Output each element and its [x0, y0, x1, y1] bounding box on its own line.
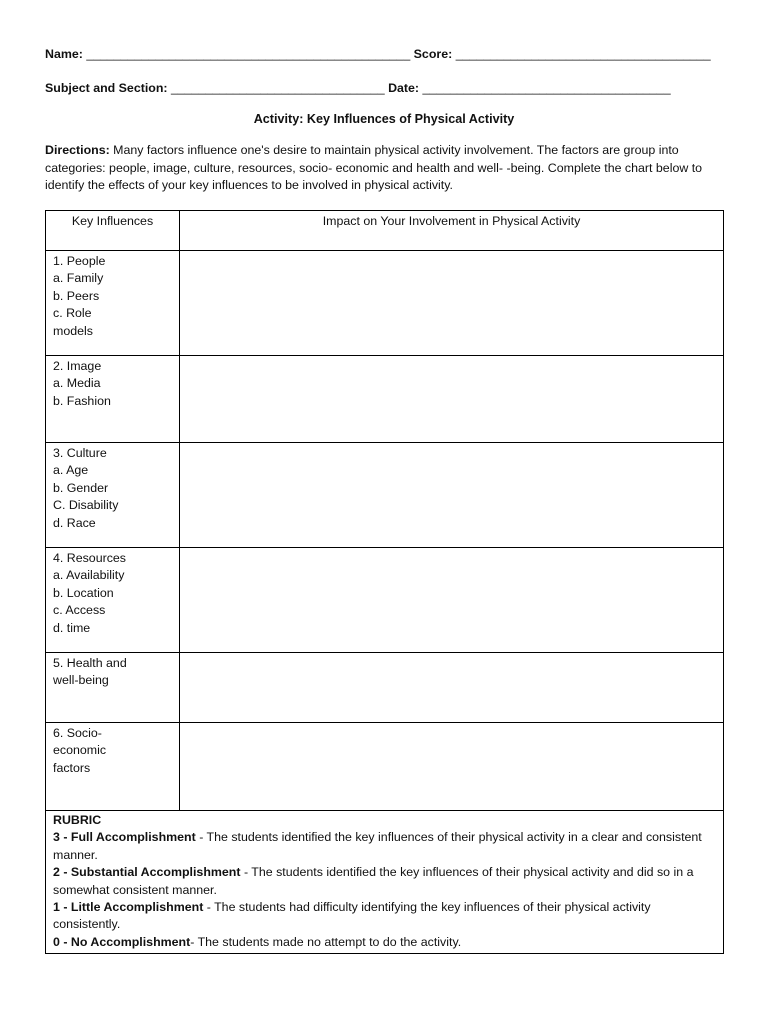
- subject-blank[interactable]: _______________________________: [171, 81, 385, 95]
- table-row: [46, 723, 724, 811]
- score-blank[interactable]: _____________________________________: [455, 47, 711, 61]
- rubric-item: [53, 934, 716, 951]
- impact-cell[interactable]: [180, 548, 724, 653]
- influence-line: b. Fashion: [53, 393, 111, 408]
- rubric-item: [53, 864, 716, 899]
- influence-cell: [46, 723, 180, 811]
- rubric-item: [53, 829, 716, 864]
- table-header-row: [46, 211, 724, 251]
- rubric-level-label: 0 - No Accomplishment: [53, 934, 191, 949]
- header-key-influences: Key Influences: [46, 211, 180, 251]
- rubric-level-label: 3 - Full Accomplishment: [53, 830, 196, 845]
- rubric-level-label: 2 - Substantial Accomplishment: [53, 865, 241, 880]
- influence-line: c. Access: [53, 603, 106, 618]
- score-label: Score:: [413, 47, 453, 61]
- table-row: [46, 251, 724, 356]
- directions-paragraph: [45, 142, 725, 195]
- influence-line: a. Family: [53, 271, 104, 286]
- rubric-level-text: - The students identified the key influences of their physical activity in a clear and consistent manner.: [53, 830, 702, 862]
- rubric-item: [53, 899, 716, 934]
- rubric-row: [46, 811, 724, 954]
- impact-cell[interactable]: [180, 653, 724, 723]
- influence-line: b. Location: [53, 585, 114, 600]
- rubric-cell: [46, 811, 724, 954]
- influence-line: 1. People: [53, 254, 106, 268]
- influence-line: 5. Health and: [53, 656, 127, 670]
- name-blank[interactable]: _______________________________________________: [86, 47, 411, 61]
- impact-cell[interactable]: [180, 251, 724, 356]
- date-label: Date:: [388, 81, 420, 95]
- influence-cell: [46, 443, 180, 548]
- rubric-level-label: 1 - Little Accomplishment: [53, 900, 204, 915]
- influence-line: c. Role: [53, 306, 92, 321]
- influence-line: b. Peers: [53, 288, 100, 303]
- influence-line: 4. Resources: [53, 551, 127, 565]
- name-line: [45, 47, 711, 61]
- table-row: [46, 443, 724, 548]
- impact-cell[interactable]: [180, 723, 724, 811]
- influence-line: C. Disability: [53, 498, 119, 513]
- subject-label: Subject and Section:: [45, 81, 168, 95]
- rubric-level-text: - The students made no attempt to do the activity.: [190, 934, 462, 949]
- directions-label: Directions:: [45, 143, 110, 157]
- name-label: Name:: [45, 47, 83, 61]
- influence-line: a. Age: [53, 463, 89, 478]
- rubric-title: RUBRIC: [53, 813, 102, 827]
- influence-cell: [46, 356, 180, 443]
- header-impact: Impact on Your Involvement in Physical Activity: [180, 211, 724, 251]
- influence-line: well-being: [53, 673, 109, 688]
- directions-text: Many factors influence one's desire to maintain physical activity involvement. The factors are group into categories: people, image, culture, resources, socio- economic and health and well- -being. Complete the chart below to identify the effects of your key influences to be involved in physical activity.: [45, 143, 703, 192]
- influence-line: d. Race: [53, 515, 96, 530]
- influence-line: a. Availability: [53, 568, 125, 583]
- rubric-level-text: - The students identified the key influences of their physical activity and did so in a somewhat consistent manner.: [53, 865, 694, 897]
- influence-cell: [46, 251, 180, 356]
- impact-cell[interactable]: [180, 356, 724, 443]
- influence-line: d. time: [53, 620, 91, 635]
- influence-line: 6. Socio-: [53, 726, 102, 740]
- influence-line: a. Media: [53, 376, 101, 391]
- influence-line: economic: [53, 743, 107, 758]
- activity-title: Activity: Key Influences of Physical Activity: [253, 112, 515, 126]
- subject-line: [45, 81, 671, 95]
- table-row: [46, 548, 724, 653]
- impact-cell[interactable]: [180, 443, 724, 548]
- influence-line: models: [53, 323, 93, 338]
- table-row: [46, 653, 724, 723]
- influence-cell: [46, 653, 180, 723]
- influence-line: b. Gender: [53, 480, 109, 495]
- date-blank[interactable]: ____________________________________: [422, 81, 671, 95]
- influence-line: 3. Culture: [53, 446, 107, 460]
- rubric-level-text: - The students had difficulty identifying the key influences of their physical activity consistently.: [53, 900, 651, 932]
- influence-line: 2. Image: [53, 359, 102, 373]
- influence-line: factors: [53, 760, 91, 775]
- key-influences-table: [45, 210, 724, 954]
- influence-cell: [46, 548, 180, 653]
- table-row: [46, 356, 724, 443]
